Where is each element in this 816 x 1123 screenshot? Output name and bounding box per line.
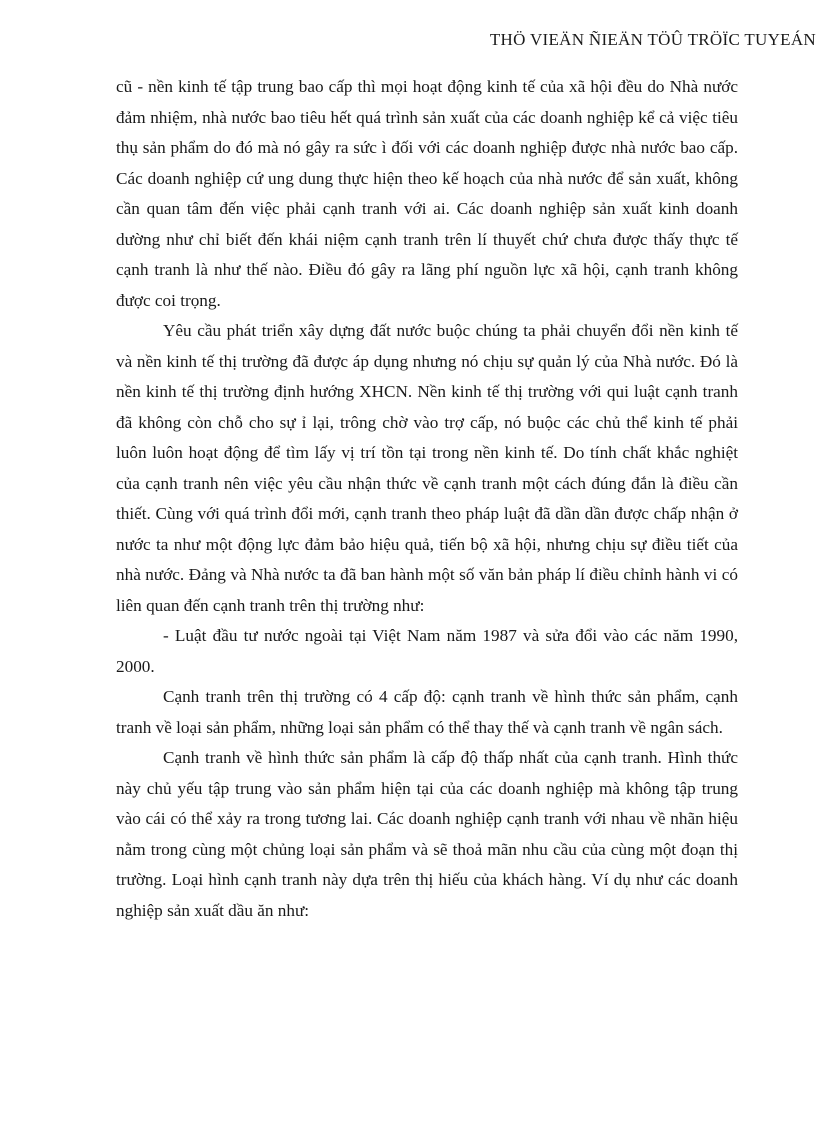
paragraph: cũ - nền kinh tế tập trung bao cấp thì mọi hoạt động kinh tế của xã hội đều do Nhà nước đảm nhiệm, nhà nước bao tiêu hết quá trình sản xuất của các doanh nghiệp kể cả việc tiêu thụ sản phẩm do đó mà nó gây ra sức ì đối với các doanh nghiệp được nhà nước bao cấp. Các doanh nghiệp cứ ung dung thực hiện theo kế hoạch của nhà nước để sản xuất, không cần quan tâm đến việc phải cạnh tranh với ai. Các doanh nghiệp sản xuất kinh doanh dường như chỉ biết đến khái niệm cạnh tranh trên lí thuyết chứ chưa được thấy thực tế cạnh tranh là như thế nào. Điều đó gây ra lãng phí nguồn lực xã hội, cạnh tranh không được coi trọng. bbox=[116, 77, 738, 310]
paragraph: Cạnh tranh trên thị trường có 4 cấp độ: cạnh tranh về hình thức sản phẩm, cạnh tranh về loại sản phẩm, những loại sản phẩm có thể thay thế và cạnh tranh về ngân sách. bbox=[116, 687, 738, 737]
paragraph: Cạnh tranh về hình thức sản phẩm là cấp độ thấp nhất của cạnh tranh. Hình thức này chủ yếu tập trung vào sản phẩm hiện tại của các doanh nghiệp mà không tập trung vào cái có thể xảy ra trong tương lai. Các doanh nghiệp cạnh tranh với nhau về nhãn hiệu nằm trong cùng một chủng loại sản phẩm và sẽ thoả mãn nhu cầu của cùng một đoạn thị trường. Loại hình cạnh tranh này dựa trên thị hiếu của khách hàng. Ví dụ như các doanh nghiệp sản xuất dầu ăn như: bbox=[116, 748, 738, 920]
page-header bbox=[336, 30, 816, 50]
header-title: THÖ VIEÄN ÑIEÄN TÖÛ TRÖÏC TUYEÁN bbox=[489, 30, 816, 49]
paragraph: Yêu cầu phát triển xây dựng đất nước buộc chúng ta phải chuyển đổi nền kinh tế và nền kinh tế thị trường đã được áp dụng nhưng nó chịu sự quản lý của Nhà nước. Đó là nền kinh tế thị trường định hướng XHCN. Nền kinh tế thị trường với qui luật cạnh tranh đã không còn chỗ cho sự ỉ lại, trông chờ vào trợ cấp, nó buộc các chủ thể kinh tế phải luôn luôn hoạt động để tìm lấy vị trí tồn tại trong nền kinh tế. Do tính chất khắc nghiệt của cạnh tranh nên việc yêu cầu nhận thức về cạnh tranh một cách đúng đắn là điều cần thiết. Cùng với quá trình đổi mới, cạnh tranh theo pháp luật đã dần dần được chấp nhận ở nước ta như một động lực đảm bảo hiệu quả, tiến bộ xã hội, nhưng chịu sự điều tiết của nhà nước. Đảng và Nhà nước ta đã ban hành một số văn bản pháp lí điều chỉnh hành vi có liên quan đến cạnh tranh trên thị trường như: bbox=[116, 321, 738, 615]
list-item: - Luật đầu tư nước ngoài tại Việt Nam năm 1987 và sửa đổi vào các năm 1990, 2000. bbox=[116, 626, 738, 676]
document-body bbox=[116, 72, 738, 926]
